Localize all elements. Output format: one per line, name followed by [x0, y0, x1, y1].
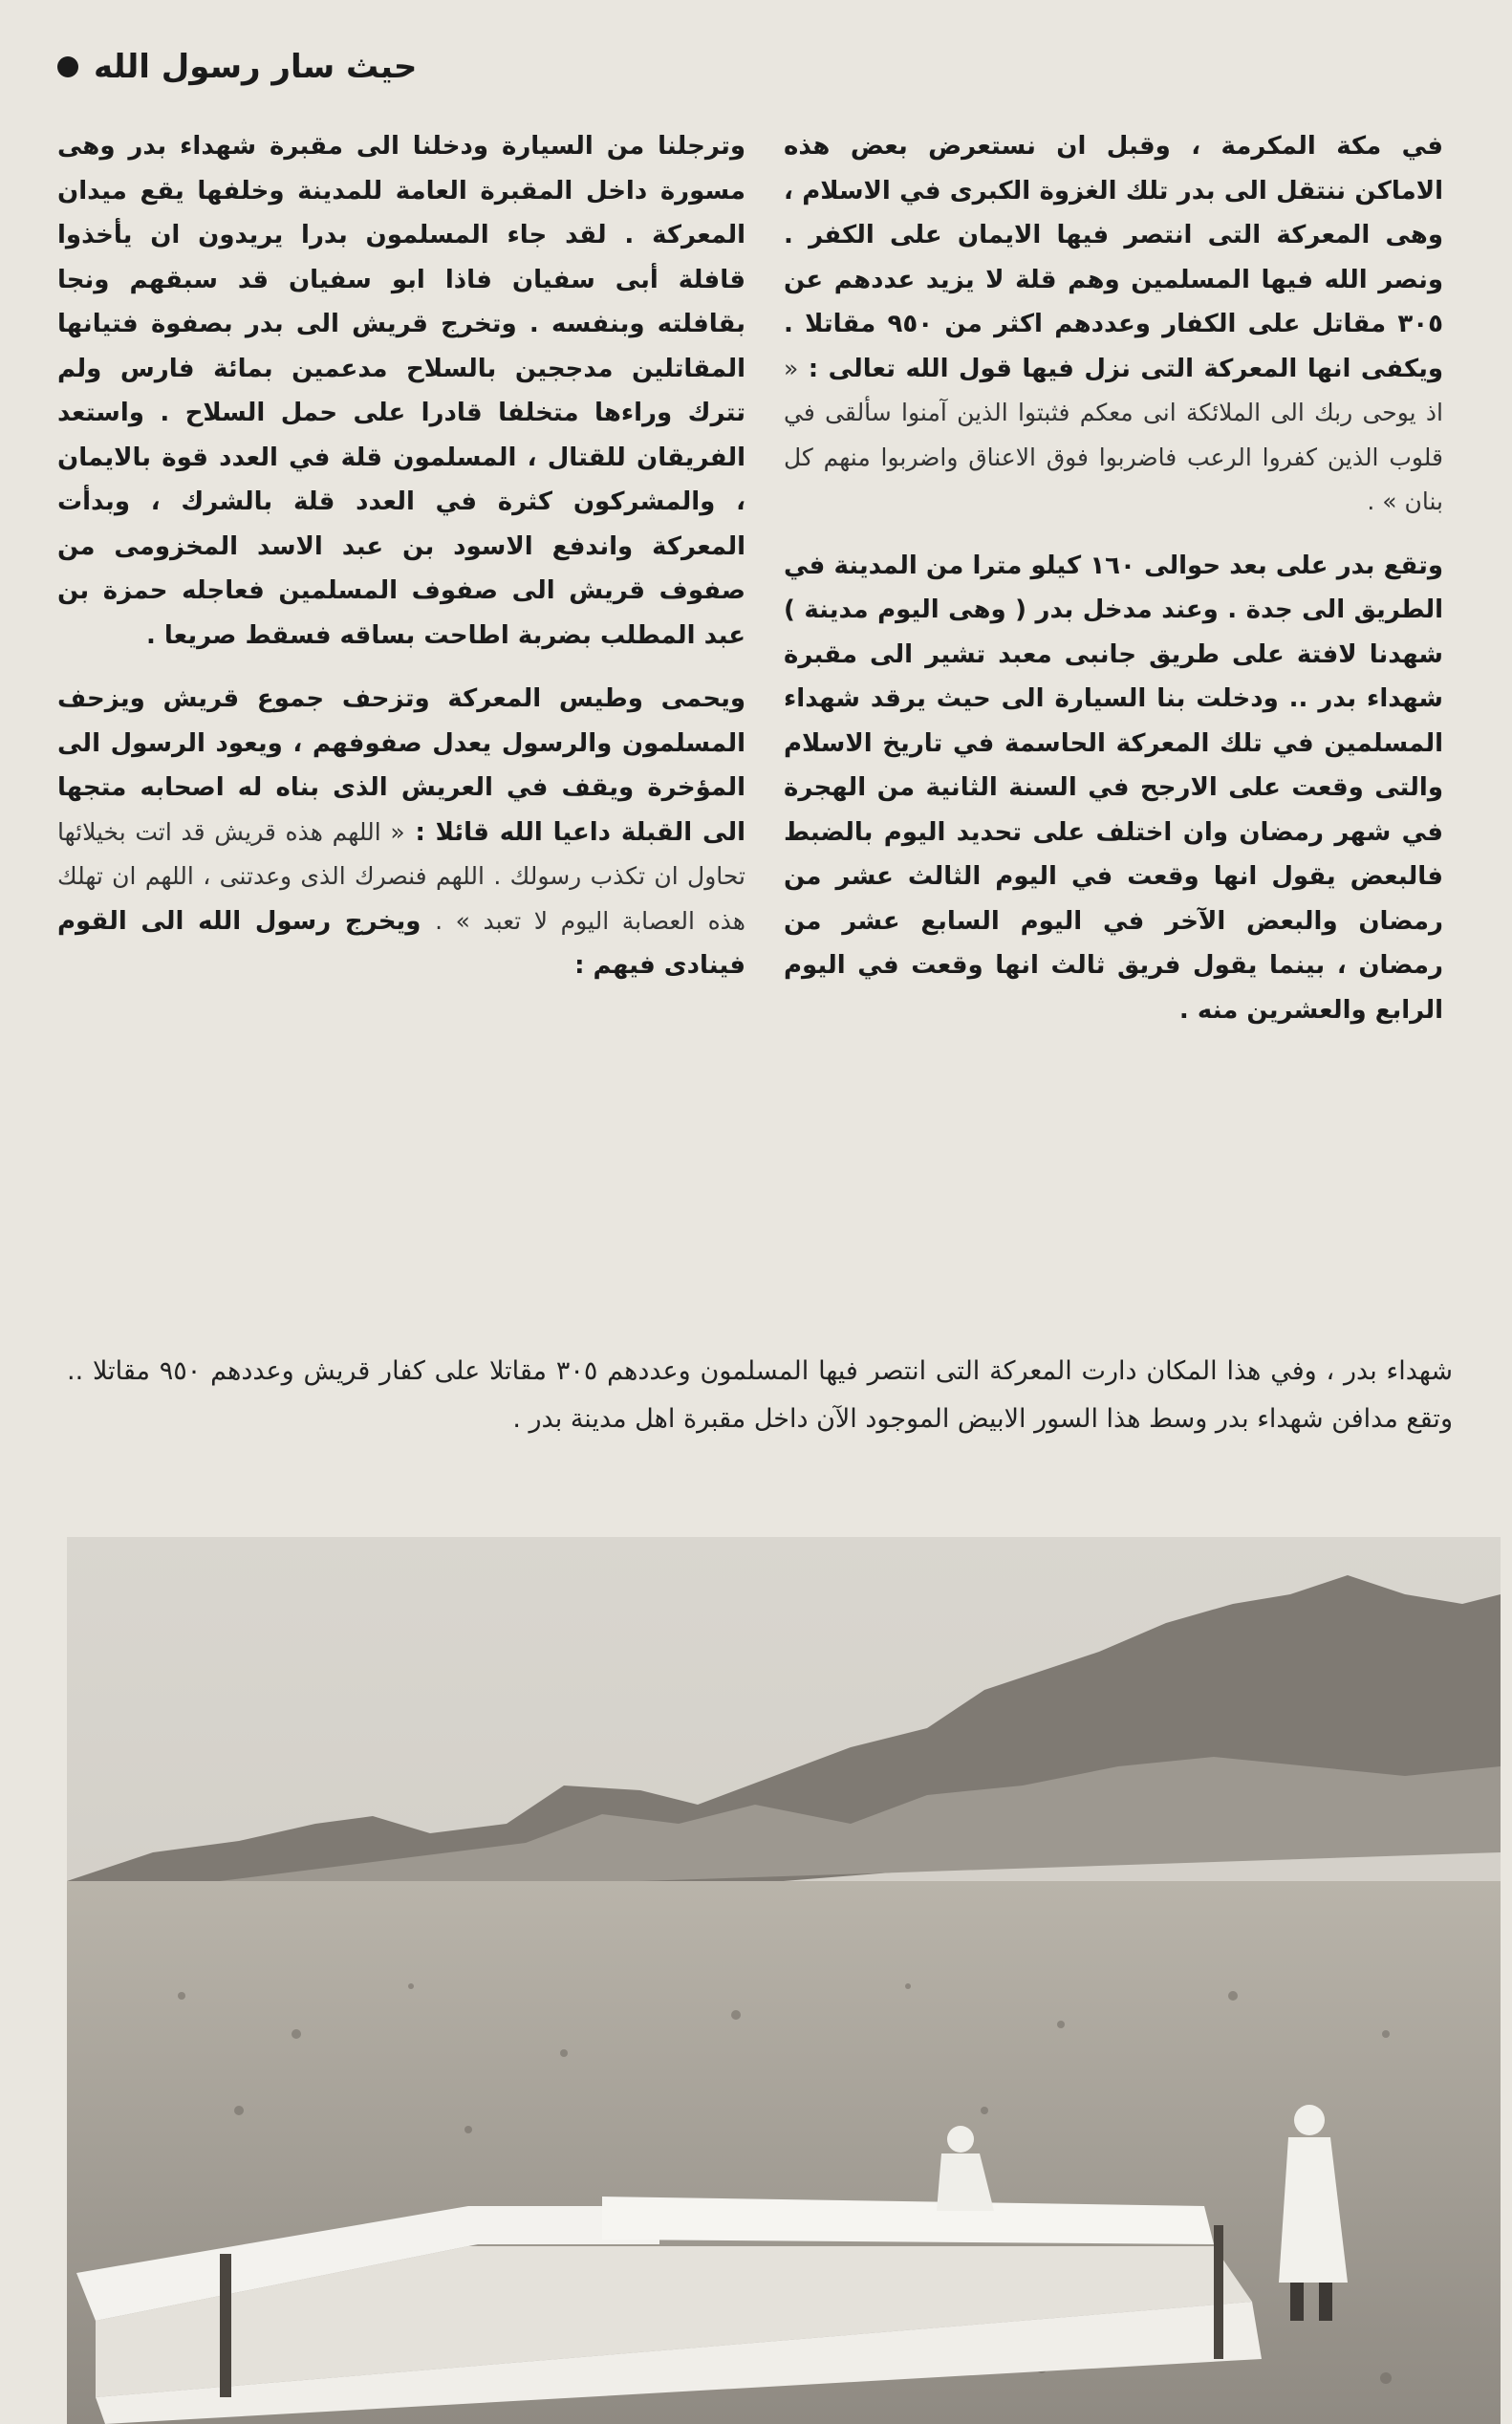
right-column [784, 124, 1443, 1252]
right-paragraph-2: وتقع بدر على بعد حوالى ١٦٠ كيلو مترا من المدينة في الطريق الى جدة . وعند مدخل بدر ( وهى اليوم مدينة ) شهدنا لافتة على طريق جانبى معبد تشير الى مقبرة شهداء بدر .. ودخلت بنا السيارة الى حيث يرقد شهداء المسلمين في تلك المعركة الحاسمة في تاريخ الاسلام والتى وقعت على الارجح في السنة الثانية من الهجرة في شهر رمضان وان اختلف على تحديد اليوم بالضبط فالبعض يقول انها وقعت في اليوم الثالث عشر من رمضان والبعض الآخر في اليوم السابع عشر من رمضان ، بينما يقول فريق ثالث انها وقعت في اليوم الرابع والعشرين منه . [784, 551, 1443, 1025]
running-header [57, 38, 459, 96]
right-paragraph-1 [784, 124, 1443, 525]
quran-quote: « اذ يوحى ربك الى الملائكة انى معكم فثبتوا الذين آمنوا سألقى في قلوب الذين كفروا الرعب فاضربوا فوق الاعناق واضربوا منهم كل بنان » . [784, 354, 1443, 515]
left-paragraph-3: ويخرج رسول الله الى القوم فينادى فيهم : [57, 906, 745, 980]
wooden-post-left [220, 2254, 231, 2397]
right-paragraph-1-text: في مكة المكرمة ، وقبل ان نستعرض بعض هذه الاماكن ننتقل الى بدر تلك الغزوة الكبرى في الاسلام ، وهى المعركة التى انتصر فيها الايمان على الكفر . ونصر الله فيها المسلمين وهم قلة لا يزيد عددهم عن ٣٠٥ مقاتل على الكفار وعددهم اكثر من ٩٥٠ مقاتلا . ويكفى انها المعركة التى نزل فيها قول الله تعالى : [784, 132, 1443, 383]
left-paragraph-2-text: ويحمى وطيس المعركة وتزحف جموع قريش ويزحف المسلمون والرسول يعدل صفوفهم ، ويعود الرسول الى المؤخرة ويقف في العريش الذى بناه له اصحابه متجها الى القبلة داعيا الله قائلا : [57, 684, 745, 847]
wooden-post-right [1214, 2225, 1223, 2359]
photo-caption: شهداء بدر ، وفي هذا المكان دارت المعركة التى انتصر فيها المسلمون وعددهم ٣٠٥ مقاتلا على كفار قريش وعددهم ٩٥٠ مقاتلا .. وتقع مدافن شهداء بدر وسط هذا السور الابيض الموجود الآن داخل مقبرة اهل مدينة بدر . [67, 1356, 1453, 1434]
bullet-icon [57, 56, 78, 77]
header-title: حيث سار رسول الله [94, 48, 418, 86]
left-column [57, 124, 745, 1252]
prophet-prayer-quote: « اللهم هذه قريش قد اتت بخيلائها تحاول ان تكذب رسولك . اللهم فنصرك الذى وعدتنى ، اللهم ان تهلك هذه العصابة اليوم لا تعبد » . [57, 817, 745, 935]
photo-illustration [67, 1537, 1501, 2424]
left-paragraph-1: وترجلنا من السيارة ودخلنا الى مقبرة شهداء بدر وهى مسورة داخل المقبرة العامة للمدينة وخلفها يقع ميدان المعركة . لقد جاء المسلمون بدرا يريدون ان يأخذوا قافلة أبى سفيان فاذا ابو سفيان قد سبقهم ونجا بقافلته وبنفسه . وتخرج قريش الى بدر بصفوة فتيانها المقاتلين مدججين بالسلاح مدعمين بمائة فارس ولم تترك وراءها متخلفا قادرا على حمل السلاح . واستعد الفريقان للقتال ، المسلمون قلة في العدد قوة بالايمان ، والمشركون كثرة في العدد قلة بالشرك ، وبدأت المعركة واندفع الاسود بن عبد الاسد المخزومى من صفوف قريش الى صفوف المسلمين فعاجله حمزة بن عبد المطلب بضربة اطاحت بساقه فسقط صريعا . [57, 132, 745, 650]
badr-cemetery-photo [67, 1537, 1501, 2424]
left-paragraph-2 [57, 677, 745, 988]
